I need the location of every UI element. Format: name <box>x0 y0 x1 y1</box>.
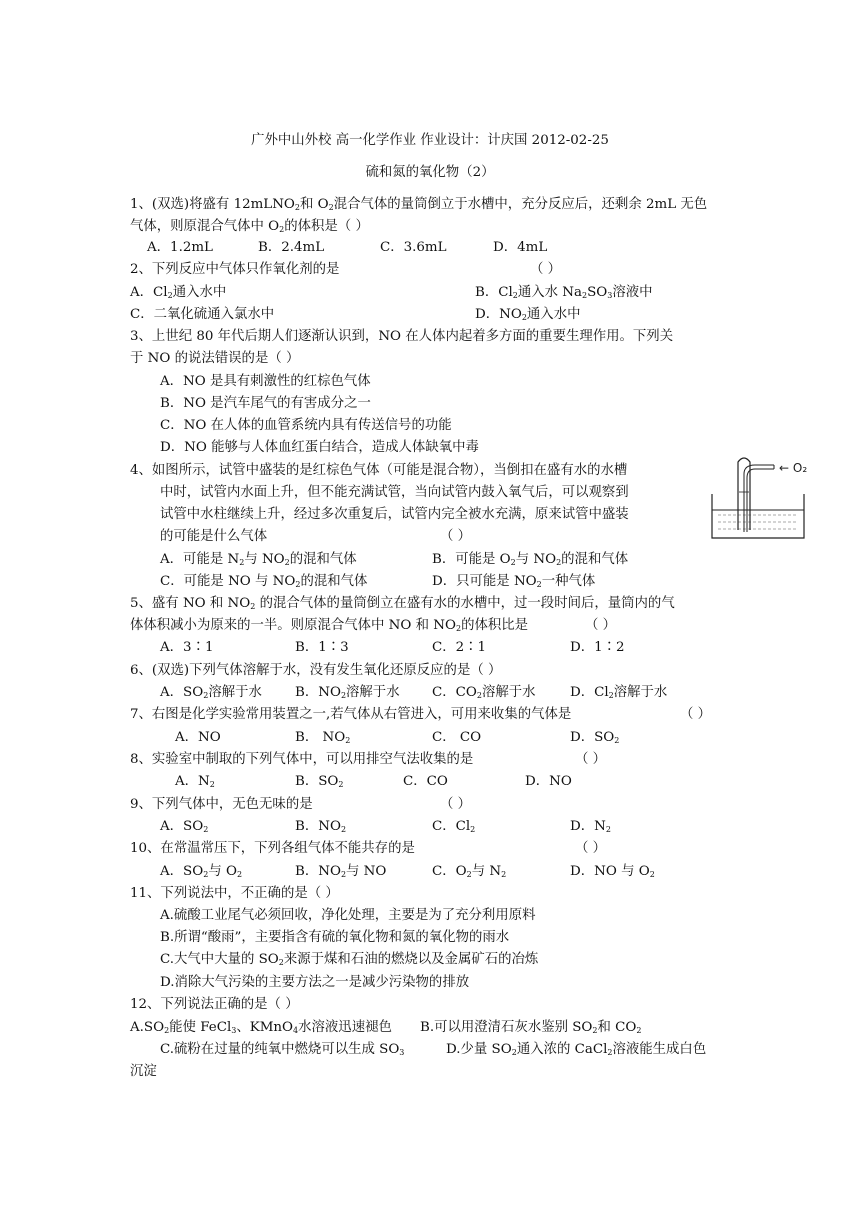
text-segment: A．NO 是具有刺激性的红棕色气体 <box>160 374 371 389</box>
text-line <box>160 1040 404 1060</box>
text-line <box>432 550 628 570</box>
text-line <box>432 638 486 658</box>
text-line <box>130 305 274 325</box>
subscript: 2 <box>294 203 300 212</box>
text-segment: D．NO <box>525 774 572 789</box>
text-segment: （ ） <box>530 262 562 277</box>
text-segment: 8、实验室中制取的下列气体中，可以用排空气法收集的是 <box>130 752 474 767</box>
text-segment: A.SO <box>130 1020 165 1035</box>
text-segment: B．NO <box>295 864 341 879</box>
text-segment: A．1.2mL <box>147 240 213 255</box>
text-segment: 的混和气体 <box>289 552 357 567</box>
text-line <box>160 973 469 993</box>
subscript: 2 <box>582 291 588 300</box>
text-line <box>130 839 415 859</box>
text-segment: D．1∶2 <box>570 640 625 655</box>
text-segment: C．可能是 NO 与 NO <box>160 574 296 589</box>
subscript: 2 <box>203 870 209 879</box>
text-segment: 11、下列说法中，不正确的是（ ） <box>130 886 339 901</box>
subscript: 4 <box>293 1026 299 1035</box>
text-segment: 的可能是什么气体 <box>160 529 268 544</box>
text-segment: 的体积比是 <box>461 618 529 633</box>
text-segment: 6、(双选)下列气体溶解于水，没有发生氧化还原反应的是（ ） <box>130 663 502 678</box>
subscript: 3 <box>231 1026 237 1035</box>
text-segment: 与 O <box>208 864 237 879</box>
text-segment: A．NO <box>175 730 221 745</box>
text-line <box>160 950 538 970</box>
subscript: 2 <box>295 580 301 589</box>
text-line <box>525 772 572 792</box>
text-line <box>130 750 473 770</box>
text-line <box>446 1040 706 1060</box>
text-line <box>575 839 606 859</box>
text-line <box>130 349 299 369</box>
text-line <box>130 616 528 636</box>
subscript: 2 <box>167 291 173 300</box>
text-segment: 的混合气体的量筒倒立在盛有水的水槽中，过一段时间后，量筒内的气 <box>255 596 675 611</box>
text-segment: 中时，试管内水面上升，但不能充满试管，当向试管内鼓入氧气后，可以观察到 <box>160 485 629 500</box>
text-line <box>403 772 448 792</box>
subscript: 2 <box>345 736 351 745</box>
text-segment: B．可能是 O <box>432 552 511 567</box>
text-segment: B．NO <box>295 685 341 700</box>
text-segment: 来源于煤和石油的燃烧以及金属矿石的冶炼 <box>283 952 539 967</box>
text-line <box>680 705 711 725</box>
oxygen-label: ← O₂ <box>779 461 808 475</box>
text-line <box>160 928 509 948</box>
text-segment: （ ） <box>680 707 712 722</box>
subscript: 2 <box>340 691 347 700</box>
text-line <box>440 527 471 547</box>
text-segment: A．SO <box>160 819 204 834</box>
text-segment: 能使 FeCl <box>169 1020 232 1035</box>
text-line <box>130 195 707 215</box>
header-line: 广外中山外校 高一化学作业 作业设计：计庆国 2012-02-25 <box>251 133 609 148</box>
text-segment: 通入浓的 CaCl <box>516 1042 608 1057</box>
text-line <box>160 638 214 658</box>
text-line <box>295 862 386 882</box>
text-segment: 试管中水柱继续上升，经过多次重复后，试管内完全被水充满，原来试管中盛装 <box>160 507 629 522</box>
text-segment: C．二氧化硫通入氯水中 <box>130 307 275 322</box>
text-line <box>160 906 535 926</box>
subscript: 2 <box>607 1048 613 1057</box>
text-segment: 溶液中 <box>612 285 653 300</box>
text-line <box>432 862 506 882</box>
subscript: 2 <box>340 825 347 834</box>
text-segment: C．2∶1 <box>432 640 487 655</box>
text-segment: D.少量 SO <box>446 1042 512 1057</box>
text-segment: 的体积是（ ） <box>284 219 369 234</box>
text-line <box>420 1018 641 1038</box>
text-segment: （ ） <box>440 797 472 812</box>
text-line <box>575 750 606 770</box>
text-line <box>295 772 343 792</box>
subscript: 2 <box>521 313 527 322</box>
text-segment: A．SO <box>160 864 204 879</box>
text-segment: 通入水中 <box>172 285 227 300</box>
text-segment: B．1∶3 <box>295 640 349 655</box>
text-line <box>295 817 346 837</box>
text-line <box>570 683 667 703</box>
subscript: 2 <box>239 558 245 567</box>
subscript: 2 <box>511 1048 517 1057</box>
text-line <box>432 817 475 837</box>
text-segment: 与 N <box>471 864 502 879</box>
text-segment: 的混和气体 <box>300 574 368 589</box>
subscript: 2 <box>203 825 209 834</box>
subscript: 2 <box>556 558 562 567</box>
text-segment: 溶液能生成白色 <box>612 1042 707 1057</box>
text-line <box>380 238 447 258</box>
text-line <box>175 728 221 748</box>
subscript: 3 <box>399 1048 405 1057</box>
text-segment: 与 NO <box>515 552 557 567</box>
text-segment: 与 NO <box>346 864 387 879</box>
text-segment: D．NO 与 O <box>570 864 650 879</box>
text-segment: （ ） <box>585 618 617 633</box>
subscript: 2 <box>466 870 472 879</box>
text-line <box>160 505 629 525</box>
subscript: 2 <box>236 870 243 879</box>
text-segment: 5、盛有 NO 和 NO <box>130 596 251 611</box>
text-segment: 的混和气体 <box>561 552 629 567</box>
text-segment: 于 NO 的说法错误的是（ ） <box>130 351 300 366</box>
text-line <box>432 683 536 703</box>
subscript: 2 <box>203 691 209 700</box>
text-segment: D.消除大气污染的主要方法之一是减少污染物的排放 <box>160 975 470 990</box>
text-line <box>570 638 625 658</box>
text-segment: 通入水 Na <box>517 285 582 300</box>
text-line <box>130 795 313 815</box>
text-segment: B．NO <box>295 819 341 834</box>
page-title: 硫和氮的氧化物（2） <box>365 165 495 180</box>
text-line <box>130 260 339 280</box>
text-line <box>130 995 299 1015</box>
text-segment: A．3∶1 <box>160 640 214 655</box>
text-line <box>130 1062 157 1082</box>
text-line <box>175 772 215 792</box>
text-segment: D．4mL <box>493 240 548 255</box>
text-line <box>432 728 481 748</box>
subscript: 2 <box>536 580 542 589</box>
text-line <box>160 550 357 570</box>
text-segment: 一种气体 <box>541 574 596 589</box>
subscript: 2 <box>340 870 347 879</box>
subscript: 2 <box>510 558 516 567</box>
subscript: 2 <box>279 225 285 234</box>
text-line <box>130 217 369 237</box>
text-segment: D．Cl <box>570 685 609 700</box>
text-segment: 溶解于水 <box>208 685 262 700</box>
text-line <box>475 283 653 303</box>
text-line <box>130 461 627 481</box>
text-segment: 与 NO <box>244 552 285 567</box>
text-line <box>475 305 580 325</box>
text-segment: B．Cl <box>475 285 513 300</box>
text-line <box>432 572 595 592</box>
text-segment: D．只可能是 NO <box>432 574 537 589</box>
text-line <box>130 283 226 303</box>
text-line <box>295 638 349 658</box>
text-line <box>570 728 619 748</box>
text-segment: B．SO <box>295 774 339 789</box>
text-segment: 1、(双选)将盛有 12mLNO <box>130 197 295 212</box>
text-segment: 10、在常温常压下，下列各组气体不能共存的是 <box>130 841 415 856</box>
text-segment: 12、下列说法正确的是（ ） <box>130 997 299 1012</box>
text-segment: B．NO 是汽车尾气的有害成分之一 <box>160 396 371 411</box>
text-segment: 2、下列反应中气体只作氧化剂的是 <box>130 262 340 277</box>
text-segment: 气体，则原混合气体中 O <box>130 219 280 234</box>
text-segment: C．O <box>432 864 467 879</box>
subscript: 2 <box>338 780 344 789</box>
text-line <box>160 817 208 837</box>
text-line <box>160 862 242 882</box>
text-segment: C． CO <box>432 730 482 745</box>
text-line <box>160 572 367 592</box>
text-line <box>160 527 267 547</box>
subscript: 2 <box>649 870 655 879</box>
text-line <box>160 438 479 458</box>
text-line <box>130 661 501 681</box>
text-line <box>570 817 611 837</box>
text-line <box>570 862 655 882</box>
text-segment: D．NO 能够与人体血红蛋白结合，造成人体缺氧中毒 <box>160 440 479 455</box>
text-segment: 3、上世纪 80 年代后期人们逐渐认识到，NO 在人体内起着多方面的重要生理作用。下列关 <box>130 329 674 344</box>
test-tube-apparatus-figure <box>708 452 826 542</box>
subscript: 2 <box>636 1026 642 1035</box>
text-segment: B．2.4mL <box>258 240 325 255</box>
text-line <box>493 238 547 258</box>
text-segment: D．SO <box>570 730 615 745</box>
subscript: 2 <box>512 291 518 300</box>
text-line <box>258 238 324 258</box>
text-segment: 溶解于水 <box>481 685 536 700</box>
text-segment: C．3.6mL <box>380 240 447 255</box>
subscript: 2 <box>605 825 611 834</box>
text-line <box>130 705 571 725</box>
subscript: 2 <box>278 958 284 967</box>
text-segment: C．Cl <box>432 819 471 834</box>
text-line <box>295 728 350 748</box>
text-line <box>585 616 616 636</box>
text-segment: 水溶液迅速褪色 <box>298 1020 392 1035</box>
text-line <box>160 394 371 414</box>
text-segment: B． NO <box>295 730 346 745</box>
text-segment: 4、如图所示，试管中盛装的是红棕色气体（可能是混合物），当倒扣在盛有水的水槽 <box>130 463 628 478</box>
subscript: 2 <box>455 624 462 633</box>
text-segment: 和 CO <box>597 1020 637 1035</box>
text-segment: A．可能是 N <box>160 552 240 567</box>
subscript: 2 <box>250 602 256 611</box>
text-line <box>295 683 400 703</box>
text-segment: 溶解于水 <box>613 685 668 700</box>
text-segment: B.可以用澄清石灰水鉴别 SO <box>420 1020 593 1035</box>
text-segment: D．NO <box>475 307 522 322</box>
text-segment: 沉淀 <box>130 1064 157 1079</box>
text-line <box>130 884 339 904</box>
text-segment: 混合气体的量筒倒立于水槽中，充分反应后，还剩余 2mL 无色 <box>333 197 708 212</box>
text-line <box>160 683 262 703</box>
subscript: 2 <box>284 558 290 567</box>
text-line <box>147 238 213 258</box>
text-line <box>160 372 371 392</box>
text-segment: A.硫酸工业尾气必须回收，净化处理，主要是为了充分利用原料 <box>160 908 536 923</box>
text-segment: 和 O <box>300 197 329 212</box>
subscript: 2 <box>614 736 620 745</box>
text-segment: （ ） <box>575 752 607 767</box>
text-line <box>130 1018 392 1038</box>
subscript: 2 <box>209 780 215 789</box>
subscript: 2 <box>592 1026 598 1035</box>
text-line <box>130 594 675 614</box>
text-line <box>530 260 561 280</box>
text-line <box>160 416 452 436</box>
text-line <box>440 795 471 815</box>
text-segment: （ ） <box>440 529 472 544</box>
text-line <box>130 327 673 347</box>
text-segment: （ ） <box>575 841 607 856</box>
text-segment: D．N <box>570 819 606 834</box>
text-segment: B.所谓“酸雨”，主要指含有硫的氧化物和氮的氧化物的雨水 <box>160 930 510 945</box>
subscript: 2 <box>476 691 482 700</box>
text-segment: 9、下列气体中，无色无味的是 <box>130 797 313 812</box>
text-segment: C．CO <box>432 685 477 700</box>
subscript: 2 <box>501 870 507 879</box>
text-segment: A．N <box>175 774 210 789</box>
subscript: 2 <box>328 203 334 212</box>
text-segment: SO <box>587 285 608 300</box>
text-segment: 溶解于水 <box>346 685 400 700</box>
text-segment: C．CO <box>403 774 448 789</box>
text-segment: C．NO 在人体的血管系统内具有传送信号的功能 <box>160 418 452 433</box>
text-segment: 通入水中 <box>526 307 581 322</box>
text-line <box>160 483 629 503</box>
text-segment: 7、右图是化学实验常用装置之一,若气体从右管进入，可用来收集的气体是 <box>130 707 572 722</box>
subscript: 2 <box>608 691 614 700</box>
text-segment: 、KMnO <box>236 1020 294 1035</box>
text-segment: A．SO <box>160 685 204 700</box>
text-segment: C.硫粉在过量的纯氧中燃烧可以生成 SO <box>160 1042 400 1057</box>
subscript: 3 <box>607 291 613 300</box>
subscript: 2 <box>164 1026 170 1035</box>
subscript: 2 <box>470 825 476 834</box>
text-segment: A．Cl <box>130 285 168 300</box>
text-segment: 体体积减小为原来的一半。则原混合气体中 NO 和 NO <box>130 618 456 633</box>
text-segment: C.大气中大量的 SO <box>160 952 279 967</box>
